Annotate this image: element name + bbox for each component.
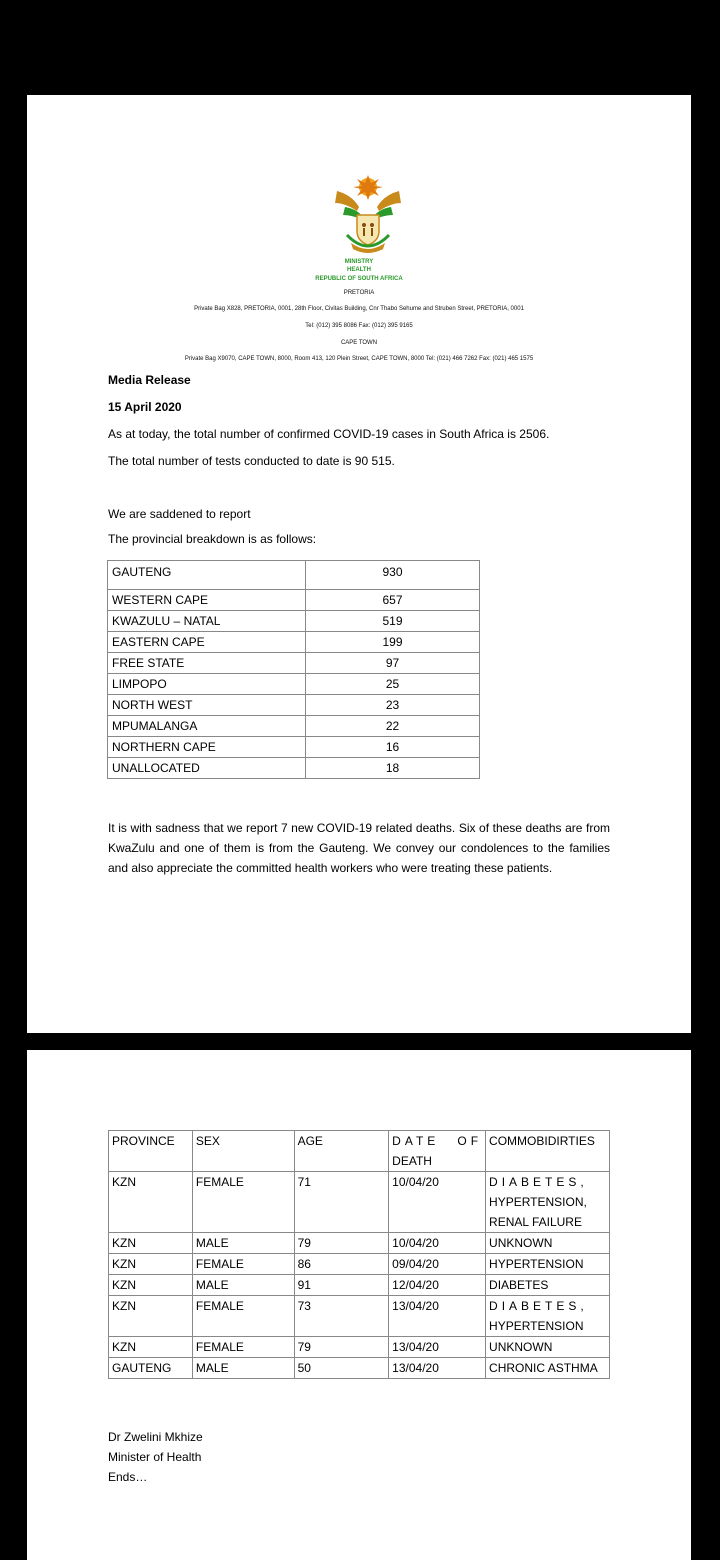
header-date-word: DATE bbox=[392, 1134, 440, 1148]
cell-sex: MALE bbox=[192, 1233, 294, 1254]
letterhead-pretoria-tel: Tel: (012) 395 8086 Fax: (012) 395 9165 bbox=[305, 323, 413, 329]
table-row bbox=[108, 561, 480, 590]
cell-date: 10/04/20 bbox=[389, 1233, 486, 1254]
cell-sex: FEMALE bbox=[192, 1254, 294, 1275]
cell-sex: FEMALE bbox=[192, 1337, 294, 1358]
table-row bbox=[109, 1337, 610, 1358]
province-count: 519 bbox=[306, 611, 480, 632]
cell-age: 73 bbox=[294, 1296, 389, 1337]
cell-province: KZN bbox=[109, 1275, 193, 1296]
cell-date: 12/04/20 bbox=[389, 1275, 486, 1296]
comorbidity-line: CHRONIC ASTHMA bbox=[489, 1361, 598, 1375]
table-row bbox=[109, 1172, 610, 1233]
cell-comorbidities bbox=[486, 1337, 610, 1358]
cell-province: KZN bbox=[109, 1233, 193, 1254]
province-count: 657 bbox=[306, 590, 480, 611]
confirmed-cases-line: As at today, the total number of confirmed COVID-19 cases in South Africa is 2506. bbox=[108, 427, 550, 441]
table-row bbox=[108, 674, 480, 695]
cell-date: 09/04/20 bbox=[389, 1254, 486, 1275]
coat-of-arms-icon bbox=[327, 173, 409, 257]
header-of-word: OF bbox=[457, 1134, 483, 1148]
cell-sex: FEMALE bbox=[192, 1172, 294, 1233]
table-row bbox=[108, 758, 480, 779]
comorbidity-line: RENAL FAILURE bbox=[489, 1215, 582, 1229]
province-name: LIMPOPO bbox=[108, 674, 306, 695]
province-name: NORTH WEST bbox=[108, 695, 306, 716]
header-death-word: DEATH bbox=[392, 1154, 432, 1168]
province-count: 930 bbox=[306, 561, 480, 590]
cell-date: 13/04/20 bbox=[389, 1358, 486, 1379]
provincial-breakdown-table bbox=[107, 560, 480, 779]
province-count: 97 bbox=[306, 653, 480, 674]
cell-comorbidities bbox=[486, 1233, 610, 1254]
cell-age: 86 bbox=[294, 1254, 389, 1275]
header-comorbidities: COMMOBIDIRTIES bbox=[486, 1131, 610, 1172]
comorbidity-line: HYPERTENSION bbox=[489, 1319, 584, 1333]
cell-date: 13/04/20 bbox=[389, 1337, 486, 1358]
cell-province: KZN bbox=[109, 1172, 193, 1233]
cell-comorbidities bbox=[486, 1254, 610, 1275]
letterhead-cape-town-address: Private Bag X9070, CAPE TOWN, 8000, Room 413, 120 Plein Street, CAPE TOWN, 8000 Tel: (021) 466 7262 Fax: (021) 465 1575 bbox=[184, 356, 534, 362]
document-page-2 bbox=[27, 1050, 691, 1560]
province-name: WESTERN CAPE bbox=[108, 590, 306, 611]
province-count: 16 bbox=[306, 737, 480, 758]
table-row bbox=[108, 695, 480, 716]
breakdown-line: The provincial breakdown is as follows: bbox=[108, 532, 317, 546]
deaths-table bbox=[108, 1130, 610, 1379]
table-row bbox=[108, 737, 480, 758]
comorbidity-line: DIABETES bbox=[489, 1278, 549, 1292]
table-row bbox=[108, 632, 480, 653]
cell-comorbidities bbox=[486, 1296, 610, 1337]
signatory-title: Minister of Health bbox=[108, 1450, 202, 1464]
province-count: 23 bbox=[306, 695, 480, 716]
cell-sex: FEMALE bbox=[192, 1296, 294, 1337]
media-release-heading: Media Release bbox=[108, 373, 191, 387]
letterhead-health: HEALTH bbox=[347, 267, 371, 273]
header-sex: SEX bbox=[192, 1131, 294, 1172]
letterhead-ministry: MINISTRY bbox=[344, 259, 374, 265]
cell-sex: MALE bbox=[192, 1358, 294, 1379]
cell-age: 71 bbox=[294, 1172, 389, 1233]
cell-province: GAUTENG bbox=[109, 1358, 193, 1379]
table-row bbox=[109, 1358, 610, 1379]
comorbidity-line: DIABETES, bbox=[489, 1299, 588, 1313]
release-date: 15 April 2020 bbox=[108, 400, 182, 414]
deaths-paragraph: It is with sadness that we report 7 new COVID-19 related deaths. Six of these deaths are from KwaZulu and one of them is from the Gauteng. We convey our condolences to the families and also appreciate the committed health workers who were treating these patients. bbox=[108, 821, 610, 875]
deaths-table-header bbox=[109, 1131, 610, 1172]
table-row bbox=[108, 653, 480, 674]
table-row bbox=[109, 1233, 610, 1254]
header-age: AGE bbox=[294, 1131, 389, 1172]
header-province: PROVINCE bbox=[109, 1131, 193, 1172]
cell-date: 10/04/20 bbox=[389, 1172, 486, 1233]
cell-age: 79 bbox=[294, 1233, 389, 1254]
document-page-1 bbox=[27, 95, 691, 1033]
province-name: UNALLOCATED bbox=[108, 758, 306, 779]
cell-province: KZN bbox=[109, 1254, 193, 1275]
comorbidity-line: HYPERTENSION, bbox=[489, 1195, 587, 1209]
letterhead-cape-town: CAPE TOWN bbox=[340, 340, 378, 346]
cell-sex: MALE bbox=[192, 1275, 294, 1296]
province-name: KWAZULU – NATAL bbox=[108, 611, 306, 632]
table-row bbox=[108, 716, 480, 737]
letterhead-pretoria: PRETORIA bbox=[343, 290, 375, 296]
cell-age: 79 bbox=[294, 1337, 389, 1358]
comorbidity-line: UNKNOWN bbox=[489, 1340, 553, 1354]
letterhead-pretoria-address: Private Bag X828, PRETORIA, 0001, 28th Floor, Civitas Building, Cnr Thabo Sehume and Struben Street, PRETORIA, 0001 bbox=[194, 306, 524, 312]
province-count: 18 bbox=[306, 758, 480, 779]
province-name: NORTHERN CAPE bbox=[108, 737, 306, 758]
province-count: 22 bbox=[306, 716, 480, 737]
province-count: 199 bbox=[306, 632, 480, 653]
table-row bbox=[109, 1254, 610, 1275]
signatory-name: Dr Zwelini Mkhize bbox=[108, 1430, 203, 1444]
province-name: MPUMALANGA bbox=[108, 716, 306, 737]
comorbidity-line: HYPERTENSION bbox=[489, 1257, 584, 1271]
cell-province: KZN bbox=[109, 1337, 193, 1358]
comorbidity-line: UNKNOWN bbox=[489, 1236, 553, 1250]
table-row bbox=[108, 590, 480, 611]
table-row bbox=[108, 611, 480, 632]
comorbidity-line: DIABETES, bbox=[489, 1175, 588, 1189]
cell-age: 50 bbox=[294, 1358, 389, 1379]
province-count: 25 bbox=[306, 674, 480, 695]
table-row bbox=[109, 1275, 610, 1296]
tests-conducted-line: The total number of tests conducted to date is 90 515. bbox=[108, 454, 395, 468]
cell-date: 13/04/20 bbox=[389, 1296, 486, 1337]
ends-marker: Ends… bbox=[108, 1470, 148, 1484]
table-row bbox=[109, 1296, 610, 1337]
cell-comorbidities bbox=[486, 1172, 610, 1233]
province-name: FREE STATE bbox=[108, 653, 306, 674]
cell-comorbidities bbox=[486, 1275, 610, 1296]
cell-province: KZN bbox=[109, 1296, 193, 1337]
province-name: GAUTENG bbox=[108, 561, 306, 590]
header-date-of-death bbox=[389, 1131, 486, 1172]
cell-comorbidities bbox=[486, 1358, 610, 1379]
saddened-line: We are saddened to report bbox=[108, 507, 251, 521]
province-name: EASTERN CAPE bbox=[108, 632, 306, 653]
cell-age: 91 bbox=[294, 1275, 389, 1296]
letterhead-republic: REPUBLIC OF SOUTH AFRICA bbox=[315, 276, 403, 282]
